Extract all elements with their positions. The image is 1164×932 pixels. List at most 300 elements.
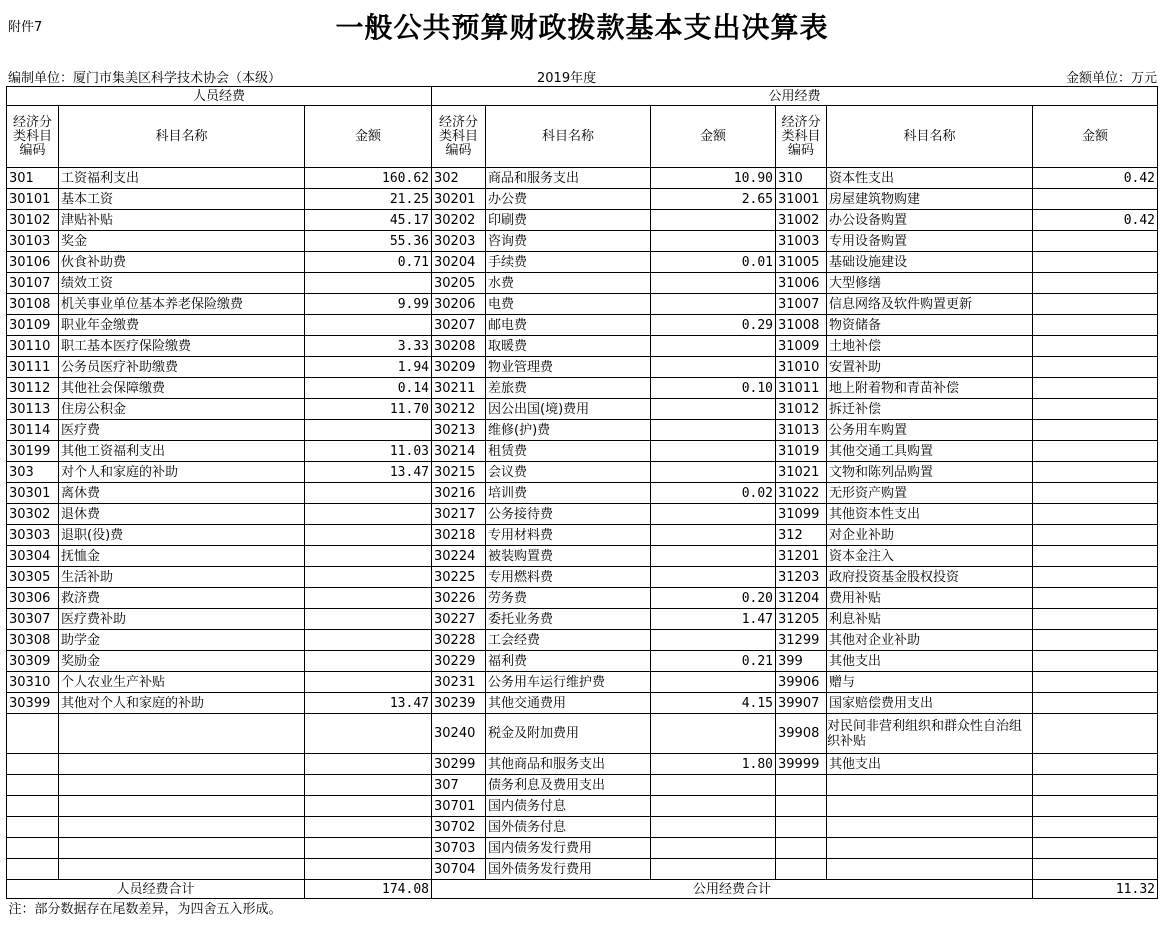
- personnel-amount-cell: 55.36: [305, 231, 432, 252]
- expenditure-table: [6, 86, 1158, 919]
- personnel-code-cell: 30308: [7, 630, 59, 651]
- capital-name-cell: 对民间非营利组织和群众性自治组织补贴: [827, 714, 1033, 754]
- public-code-cell: 30702: [432, 817, 486, 838]
- public-code-cell: 30203: [432, 231, 486, 252]
- personnel-name-cell: 伙食补助费: [59, 252, 305, 273]
- capital-code-cell: 31205: [776, 609, 827, 630]
- public-name-cell: 国内债务发行费用: [486, 838, 651, 859]
- table-row: [7, 504, 1158, 525]
- public-name-cell: 办公费: [486, 189, 651, 210]
- unit-label: 金额单位：万元: [1065, 71, 1157, 86]
- personnel-name-cell: 对个人和家庭的补助: [59, 462, 305, 483]
- personnel-name-cell: 个人农业生产补贴: [59, 672, 305, 693]
- capital-code-cell: 31203: [776, 567, 827, 588]
- public-code-cell: 30213: [432, 420, 486, 441]
- personnel-code-cell: 30301: [7, 483, 59, 504]
- name-header: 科目名称: [59, 106, 305, 168]
- table-row: [7, 168, 1158, 189]
- capital-name-cell: 土地补偿: [827, 336, 1033, 357]
- capital-amount-cell: [1033, 462, 1158, 483]
- personnel-total-label: 人员经费合计: [7, 880, 305, 899]
- table-row: [7, 588, 1158, 609]
- capital-code-cell: 31006: [776, 273, 827, 294]
- personnel-amount-cell: 11.03: [305, 441, 432, 462]
- capital-name-cell: [827, 859, 1033, 880]
- personnel-amount-cell: [305, 525, 432, 546]
- table-row: [7, 651, 1158, 672]
- personnel-code-cell: 30303: [7, 525, 59, 546]
- capital-amount-cell: [1033, 651, 1158, 672]
- personnel-code-cell: [7, 796, 59, 817]
- public-header: 公用经费: [432, 87, 1158, 106]
- capital-amount-cell: [1033, 399, 1158, 420]
- table-row: [7, 754, 1158, 775]
- personnel-code-cell: 301: [7, 168, 59, 189]
- table-row: [7, 838, 1158, 859]
- personnel-name-cell: 救济费: [59, 588, 305, 609]
- public-name-cell: 印刷费: [486, 210, 651, 231]
- code-header-part: 经济分类科目: [781, 114, 821, 144]
- capital-code-cell: 31005: [776, 252, 827, 273]
- personnel-amount-cell: [305, 546, 432, 567]
- personnel-code-cell: 30199: [7, 441, 59, 462]
- personnel-name-cell: 其他对个人和家庭的补助: [59, 693, 305, 714]
- capital-code-cell: 399: [776, 651, 827, 672]
- capital-amount-cell: [1033, 754, 1158, 775]
- table-row: [7, 672, 1158, 693]
- personnel-name-cell: 退职(役)费: [59, 525, 305, 546]
- public-code-cell: 30202: [432, 210, 486, 231]
- personnel-code-cell: [7, 714, 59, 754]
- table-row: [7, 210, 1158, 231]
- public-name-cell: 国内债务付息: [486, 796, 651, 817]
- capital-code-cell: 31021: [776, 462, 827, 483]
- capital-code-cell: 31001: [776, 189, 827, 210]
- capital-amount-cell: [1033, 294, 1158, 315]
- public-name-cell: 取暖费: [486, 336, 651, 357]
- public-amount-cell: [651, 672, 776, 693]
- personnel-name-cell: 生活补助: [59, 567, 305, 588]
- capital-code-cell: 39907: [776, 693, 827, 714]
- capital-amount-cell: 0.42: [1033, 168, 1158, 189]
- public-amount-cell: [651, 504, 776, 525]
- capital-name-cell: 费用补贴: [827, 588, 1033, 609]
- personnel-code-cell: 30103: [7, 231, 59, 252]
- capital-code-cell: 31008: [776, 315, 827, 336]
- capital-code-cell: [776, 838, 827, 859]
- table-row: [7, 609, 1158, 630]
- personnel-name-cell: 基本工资: [59, 189, 305, 210]
- personnel-amount-cell: 3.33: [305, 336, 432, 357]
- personnel-name-cell: [59, 714, 305, 754]
- personnel-code-cell: [7, 775, 59, 796]
- personnel-amount-cell: [305, 796, 432, 817]
- capital-name-cell: 大型修缮: [827, 273, 1033, 294]
- personnel-code-cell: 30102: [7, 210, 59, 231]
- personnel-code-cell: 30310: [7, 672, 59, 693]
- personnel-name-cell: 医疗费: [59, 420, 305, 441]
- personnel-amount-cell: 1.94: [305, 357, 432, 378]
- capital-amount-cell: [1033, 796, 1158, 817]
- public-code-cell: 30212: [432, 399, 486, 420]
- personnel-amount-cell: [305, 504, 432, 525]
- capital-code-cell: 39906: [776, 672, 827, 693]
- public-amount-cell: [651, 420, 776, 441]
- personnel-name-cell: 公务员医疗补助缴费: [59, 357, 305, 378]
- capital-name-cell: 安置补助: [827, 357, 1033, 378]
- amount-header: 金额: [651, 106, 776, 168]
- public-code-cell: 30208: [432, 336, 486, 357]
- code-header-part: 编码: [787, 142, 814, 158]
- personnel-code-cell: 30113: [7, 399, 59, 420]
- personnel-name-cell: 奖励金: [59, 651, 305, 672]
- personnel-amount-cell: 0.14: [305, 378, 432, 399]
- capital-amount-cell: [1033, 588, 1158, 609]
- table-row: [7, 714, 1158, 754]
- personnel-code-cell: 30302: [7, 504, 59, 525]
- personnel-amount-cell: [305, 315, 432, 336]
- public-code-cell: 30240: [432, 714, 486, 754]
- personnel-code-cell: [7, 817, 59, 838]
- public-name-cell: 培训费: [486, 483, 651, 504]
- capital-name-cell: 国家赔偿费用支出: [827, 693, 1033, 714]
- table-row: [7, 399, 1158, 420]
- personnel-name-cell: [59, 796, 305, 817]
- public-amount-cell: [651, 838, 776, 859]
- capital-code-cell: [776, 859, 827, 880]
- capital-name-cell: 资本性支出: [827, 168, 1033, 189]
- public-amount-cell: [651, 231, 776, 252]
- public-name-cell: 债务利息及费用支出: [486, 775, 651, 796]
- public-name-cell: 国外债务发行费用: [486, 859, 651, 880]
- public-amount-cell: [651, 817, 776, 838]
- personnel-header: 人员经费: [7, 87, 432, 106]
- public-code-cell: 30211: [432, 378, 486, 399]
- public-amount-cell: [651, 796, 776, 817]
- personnel-name-cell: 职工基本医疗保险缴费: [59, 336, 305, 357]
- public-amount-cell: 0.10: [651, 378, 776, 399]
- public-code-cell: 30207: [432, 315, 486, 336]
- public-code-cell: 30215: [432, 462, 486, 483]
- public-name-cell: 差旅费: [486, 378, 651, 399]
- public-name-cell: 邮电费: [486, 315, 651, 336]
- public-amount-cell: [651, 294, 776, 315]
- capital-name-cell: 房屋建筑物购建: [827, 189, 1033, 210]
- public-code-cell: 30205: [432, 273, 486, 294]
- capital-amount-cell: [1033, 859, 1158, 880]
- public-name-cell: 被装购置费: [486, 546, 651, 567]
- capital-name-cell: 公务用车购置: [827, 420, 1033, 441]
- capital-name-cell: 其他支出: [827, 754, 1033, 775]
- table-row: [7, 630, 1158, 651]
- personnel-name-cell: 工资福利支出: [59, 168, 305, 189]
- year-label: 2019年度: [537, 71, 597, 86]
- public-name-cell: 福利费: [486, 651, 651, 672]
- public-amount-cell: [651, 357, 776, 378]
- capital-code-cell: 31022: [776, 483, 827, 504]
- table-row: [7, 567, 1158, 588]
- table-row: [7, 231, 1158, 252]
- capital-name-cell: 资本金注入: [827, 546, 1033, 567]
- table-row: [7, 859, 1158, 880]
- public-code-cell: 30214: [432, 441, 486, 462]
- personnel-amount-cell: 160.62: [305, 168, 432, 189]
- public-name-cell: 税金及附加费用: [486, 714, 651, 754]
- capital-amount-cell: [1033, 567, 1158, 588]
- public-amount-cell: [651, 714, 776, 754]
- capital-amount-cell: [1033, 525, 1158, 546]
- public-amount-cell: [651, 462, 776, 483]
- capital-name-cell: 地上附着物和青苗补偿: [827, 378, 1033, 399]
- public-code-cell: 30229: [432, 651, 486, 672]
- public-code-cell: 30224: [432, 546, 486, 567]
- public-total-value: 11.32: [1033, 880, 1158, 899]
- public-code-cell: 30299: [432, 754, 486, 775]
- public-code-cell: 30231: [432, 672, 486, 693]
- public-name-cell: 因公出国(境)费用: [486, 399, 651, 420]
- personnel-code-cell: 30304: [7, 546, 59, 567]
- capital-code-cell: 31009: [776, 336, 827, 357]
- capital-code-cell: [776, 775, 827, 796]
- capital-amount-cell: [1033, 378, 1158, 399]
- capital-code-cell: 31011: [776, 378, 827, 399]
- capital-name-cell: 无形资产购置: [827, 483, 1033, 504]
- table-row: [7, 462, 1158, 483]
- public-name-cell: 维修(护)费: [486, 420, 651, 441]
- table-row: [7, 378, 1158, 399]
- capital-amount-cell: [1033, 189, 1158, 210]
- personnel-amount-cell: 13.47: [305, 462, 432, 483]
- public-name-cell: 电费: [486, 294, 651, 315]
- public-name-cell: 其他商品和服务支出: [486, 754, 651, 775]
- personnel-code-cell: [7, 838, 59, 859]
- personnel-name-cell: 其他社会保障缴费: [59, 378, 305, 399]
- capital-name-cell: 文物和陈列品购置: [827, 462, 1033, 483]
- capital-code-cell: 31012: [776, 399, 827, 420]
- capital-code-cell: [776, 796, 827, 817]
- public-amount-cell: 0.02: [651, 483, 776, 504]
- public-amount-cell: 0.01: [651, 252, 776, 273]
- public-code-cell: 30209: [432, 357, 486, 378]
- public-code-cell: 30216: [432, 483, 486, 504]
- public-name-cell: 租赁费: [486, 441, 651, 462]
- personnel-code-cell: 30111: [7, 357, 59, 378]
- capital-amount-cell: [1033, 609, 1158, 630]
- personnel-code-cell: 30307: [7, 609, 59, 630]
- personnel-code-cell: 30306: [7, 588, 59, 609]
- personnel-amount-cell: [305, 630, 432, 651]
- table-row: [7, 189, 1158, 210]
- capital-name-cell: 对企业补助: [827, 525, 1033, 546]
- capital-amount-cell: 0.42: [1033, 210, 1158, 231]
- public-code-cell: 30703: [432, 838, 486, 859]
- capital-amount-cell: [1033, 775, 1158, 796]
- public-name-cell: 国外债务付息: [486, 817, 651, 838]
- code-header: 经济分类科目编码: [432, 106, 486, 168]
- personnel-code-cell: [7, 859, 59, 880]
- personnel-amount-cell: [305, 651, 432, 672]
- capital-name-cell: 物资储备: [827, 315, 1033, 336]
- personnel-amount-cell: 13.47: [305, 693, 432, 714]
- public-code-cell: 307: [432, 775, 486, 796]
- personnel-name-cell: 住房公积金: [59, 399, 305, 420]
- capital-code-cell: 31013: [776, 420, 827, 441]
- capital-amount-cell: [1033, 672, 1158, 693]
- table-row: [7, 775, 1158, 796]
- public-name-cell: 公务用车运行维护费: [486, 672, 651, 693]
- capital-amount-cell: [1033, 315, 1158, 336]
- capital-code-cell: 39908: [776, 714, 827, 754]
- capital-code-cell: 39999: [776, 754, 827, 775]
- personnel-code-cell: 30107: [7, 273, 59, 294]
- personnel-amount-cell: 11.70: [305, 399, 432, 420]
- capital-code-cell: 31007: [776, 294, 827, 315]
- page-title: 一般公共预算财政拨款基本支出决算表: [335, 11, 829, 44]
- table-row: [7, 525, 1158, 546]
- public-code-cell: 30201: [432, 189, 486, 210]
- public-code-cell: 30206: [432, 294, 486, 315]
- public-code-cell: 30226: [432, 588, 486, 609]
- public-total-label: 公用经费合计: [432, 880, 1033, 899]
- capital-code-cell: 31002: [776, 210, 827, 231]
- public-code-cell: 30701: [432, 796, 486, 817]
- table-row: [7, 357, 1158, 378]
- personnel-name-cell: 助学金: [59, 630, 305, 651]
- capital-amount-cell: [1033, 441, 1158, 462]
- personnel-amount-cell: [305, 672, 432, 693]
- personnel-name-cell: 绩效工资: [59, 273, 305, 294]
- capital-name-cell: 其他资本性支出: [827, 504, 1033, 525]
- capital-name-cell: 信息网络及软件购置更新: [827, 294, 1033, 315]
- personnel-code-cell: 30399: [7, 693, 59, 714]
- capital-name-cell: 办公设备购置: [827, 210, 1033, 231]
- public-name-cell: 劳务费: [486, 588, 651, 609]
- public-code-cell: 30217: [432, 504, 486, 525]
- public-name-cell: 咨询费: [486, 231, 651, 252]
- public-code-cell: 30228: [432, 630, 486, 651]
- personnel-name-cell: [59, 775, 305, 796]
- personnel-amount-cell: [305, 859, 432, 880]
- public-amount-cell: [651, 441, 776, 462]
- table-row: [7, 483, 1158, 504]
- capital-name-cell: 其他交通工具购置: [827, 441, 1033, 462]
- public-amount-cell: 0.29: [651, 315, 776, 336]
- capital-name-cell: 基础设施建设: [827, 252, 1033, 273]
- public-name-cell: 手续费: [486, 252, 651, 273]
- public-name-cell: 委托业务费: [486, 609, 651, 630]
- capital-code-cell: 31010: [776, 357, 827, 378]
- capital-code-cell: 310: [776, 168, 827, 189]
- table-row: [7, 693, 1158, 714]
- capital-name-cell: [827, 838, 1033, 859]
- personnel-code-cell: 30112: [7, 378, 59, 399]
- personnel-code-cell: 30109: [7, 315, 59, 336]
- capital-amount-cell: [1033, 231, 1158, 252]
- table-row: [7, 441, 1158, 462]
- personnel-name-cell: [59, 754, 305, 775]
- public-code-cell: 30239: [432, 693, 486, 714]
- capital-name-cell: [827, 796, 1033, 817]
- public-code-cell: 30218: [432, 525, 486, 546]
- table-row: [7, 315, 1158, 336]
- capital-name-cell: 赠与: [827, 672, 1033, 693]
- personnel-amount-cell: [305, 273, 432, 294]
- org-label: 编制单位：厦门市集美区科学技术协会（本级）: [8, 71, 282, 86]
- capital-amount-cell: [1033, 546, 1158, 567]
- personnel-name-cell: 机关事业单位基本养老保险缴费: [59, 294, 305, 315]
- capital-amount-cell: [1033, 273, 1158, 294]
- personnel-code-cell: 30110: [7, 336, 59, 357]
- personnel-code-cell: 30108: [7, 294, 59, 315]
- public-amount-cell: 0.21: [651, 651, 776, 672]
- personnel-amount-cell: [305, 609, 432, 630]
- personnel-name-cell: 医疗费补助: [59, 609, 305, 630]
- public-name-cell: 其他交通费用: [486, 693, 651, 714]
- personnel-code-cell: 30101: [7, 189, 59, 210]
- capital-code-cell: 31299: [776, 630, 827, 651]
- capital-code-cell: 31201: [776, 546, 827, 567]
- amount-header: 金额: [1033, 106, 1158, 168]
- capital-amount-cell: [1033, 817, 1158, 838]
- public-amount-cell: [651, 273, 776, 294]
- table-row: [7, 273, 1158, 294]
- public-amount-cell: 0.20: [651, 588, 776, 609]
- public-amount-cell: [651, 210, 776, 231]
- table-row: [7, 336, 1158, 357]
- table-row: [7, 252, 1158, 273]
- public-amount-cell: 4.15: [651, 693, 776, 714]
- public-amount-cell: [651, 399, 776, 420]
- public-amount-cell: [651, 775, 776, 796]
- personnel-name-cell: 奖金: [59, 231, 305, 252]
- attachment-label: 附件7: [8, 20, 43, 35]
- capital-amount-cell: [1033, 336, 1158, 357]
- personnel-amount-cell: [305, 817, 432, 838]
- capital-code-cell: [776, 817, 827, 838]
- table-row: [7, 420, 1158, 441]
- personnel-total-value: 174.08: [305, 880, 432, 899]
- capital-name-cell: 拆迁补偿: [827, 399, 1033, 420]
- capital-name-cell: 政府投资基金股权投资: [827, 567, 1033, 588]
- public-name-cell: 公务接待费: [486, 504, 651, 525]
- name-header: 科目名称: [486, 106, 651, 168]
- personnel-amount-cell: [305, 714, 432, 754]
- personnel-amount-cell: [305, 567, 432, 588]
- personnel-amount-cell: [305, 838, 432, 859]
- capital-code-cell: 31003: [776, 231, 827, 252]
- amount-header: 金额: [305, 106, 432, 168]
- public-amount-cell: 2.65: [651, 189, 776, 210]
- public-code-cell: 302: [432, 168, 486, 189]
- capital-amount-cell: [1033, 630, 1158, 651]
- capital-amount-cell: [1033, 483, 1158, 504]
- public-amount-cell: 1.80: [651, 754, 776, 775]
- public-amount-cell: [651, 546, 776, 567]
- capital-name-cell: 专用设备购置: [827, 231, 1033, 252]
- capital-amount-cell: [1033, 420, 1158, 441]
- capital-name-cell: [827, 775, 1033, 796]
- table-row: [7, 796, 1158, 817]
- personnel-name-cell: 津贴补贴: [59, 210, 305, 231]
- capital-amount-cell: [1033, 504, 1158, 525]
- personnel-name-cell: 退休费: [59, 504, 305, 525]
- personnel-amount-cell: [305, 483, 432, 504]
- personnel-name-cell: 其他工资福利支出: [59, 441, 305, 462]
- public-name-cell: 专用燃料费: [486, 567, 651, 588]
- public-name-cell: 商品和服务支出: [486, 168, 651, 189]
- capital-code-cell: 31099: [776, 504, 827, 525]
- public-name-cell: 物业管理费: [486, 357, 651, 378]
